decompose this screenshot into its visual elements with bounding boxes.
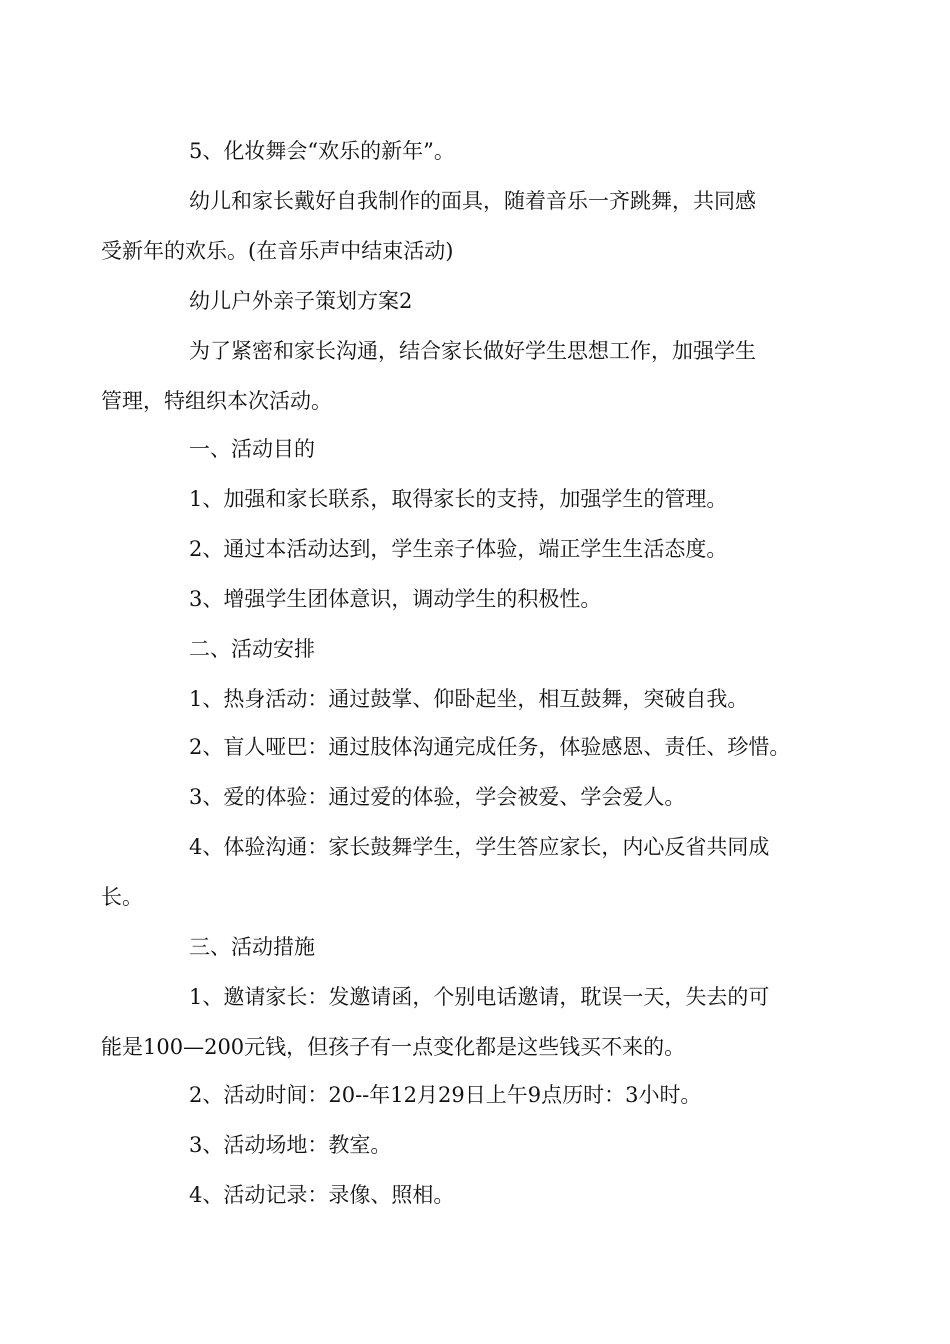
text-line: 幼儿和家长戴好自我制作的面具，随着音乐一齐跳舞，共同感 — [189, 189, 756, 213]
text-line: 幼儿户外亲子策划方案2 — [189, 289, 413, 313]
text-line: 二、活动安排 — [189, 637, 315, 661]
list-item — [101, 972, 815, 1072]
list-item — [145, 674, 815, 724]
text-line: 4、活动记录：录像、照相。 — [189, 1183, 455, 1207]
heading-arrangement — [145, 624, 815, 674]
text-line: 管理，特组织本次活动。 — [101, 389, 332, 413]
section-title — [145, 276, 815, 326]
list-item — [101, 822, 815, 922]
list-item — [145, 772, 815, 822]
list-item — [145, 1170, 815, 1220]
text-line: 一、活动目的 — [189, 437, 315, 461]
text-line: 1、加强和家长联系，取得家长的支持，加强学生的管理。 — [189, 487, 728, 511]
text-line: 受新年的欢乐。(在音乐声中结束活动) — [101, 239, 454, 263]
text-line: 5、化妆舞会“欢乐的新年”。 — [189, 139, 455, 163]
heading-purpose — [145, 424, 815, 474]
list-item — [145, 574, 815, 624]
text-line: 3、爱的体验：通过爱的体验，学会被爱、学会爱人。 — [189, 785, 686, 809]
heading-measures — [145, 922, 815, 972]
text-line: 长。 — [101, 885, 143, 909]
list-item — [145, 1120, 815, 1170]
text-line: 3、活动场地：教室。 — [189, 1133, 392, 1157]
paragraph-mask-dance — [101, 176, 815, 276]
text-line: 2、通过本活动达到，学生亲子体验，端正学生生活态度。 — [189, 537, 728, 561]
text-line: 3、增强学生团体意识，调动学生的积极性。 — [189, 587, 602, 611]
text-line: 三、活动措施 — [189, 935, 315, 959]
text-line: 2、活动时间：20--年12月29日上午9点历时：3小时。 — [189, 1083, 702, 1107]
text-line: 2、盲人哑巴：通过肢体沟通完成任务，体验感恩、责任、珍惜。 — [189, 735, 791, 759]
paragraph-makeup-dance — [145, 126, 815, 176]
list-item — [145, 1070, 815, 1120]
paragraph-intro — [101, 326, 815, 426]
text-line: 4、体验沟通：家长鼓舞学生，学生答应家长，内心反省共同成 — [189, 835, 770, 859]
list-item — [145, 474, 815, 524]
list-item — [145, 722, 815, 772]
text-line: 1、热身活动：通过鼓掌、仰卧起坐，相互鼓舞，突破自我。 — [189, 687, 749, 711]
text-line: 为了紧密和家长沟通，结合家长做好学生思想工作，加强学生 — [189, 339, 756, 363]
list-item — [145, 524, 815, 574]
text-line: 能是100—200元钱，但孩子有一点变化都是这些钱买不来的。 — [101, 1035, 686, 1059]
text-line: 1、邀请家长：发邀请函，个别电话邀请，耽误一天，失去的可 — [189, 985, 770, 1009]
